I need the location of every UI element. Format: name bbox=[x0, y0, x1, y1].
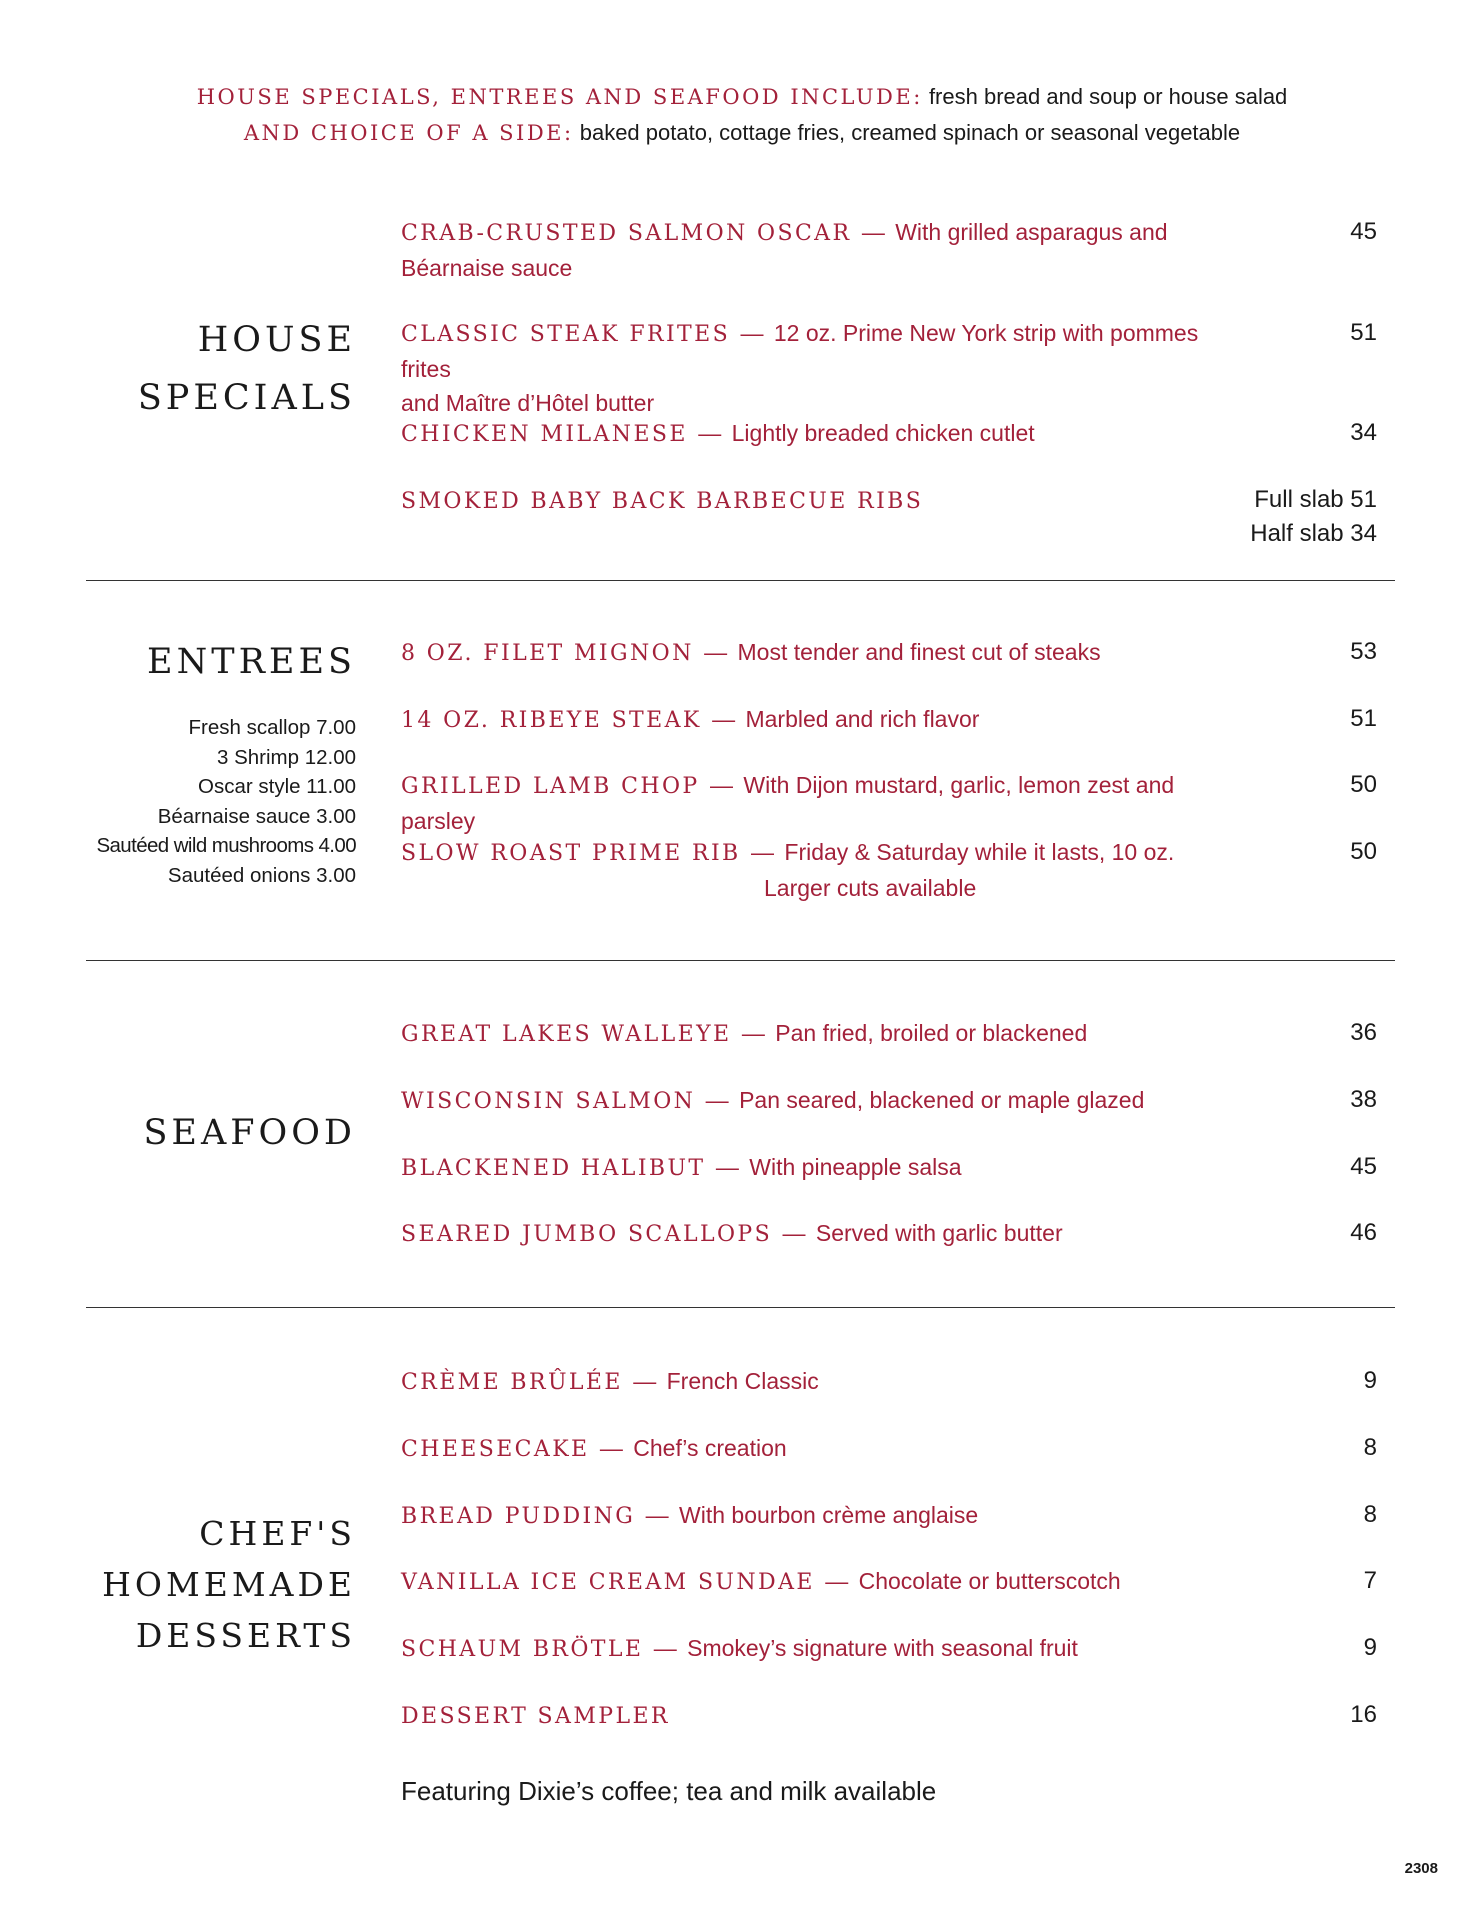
item-description-continued: and Maître d’Hôtel butter bbox=[401, 390, 655, 416]
intro-line-1 bbox=[0, 79, 1484, 115]
item-price: 8 bbox=[1363, 1434, 1377, 1461]
item-dash: — bbox=[715, 1154, 739, 1180]
item-price: 50 bbox=[1350, 771, 1377, 798]
item-name: GRILLED LAMB CHOP bbox=[401, 774, 700, 799]
item-price: 50 bbox=[1350, 838, 1377, 865]
item-name: BREAD PUDDING bbox=[401, 1504, 636, 1529]
item-dash: — bbox=[705, 1087, 729, 1113]
item-price: 53 bbox=[1350, 638, 1377, 665]
house-specials-title bbox=[138, 311, 356, 427]
menu-item bbox=[401, 1150, 1241, 1186]
item-name: DESSERT SAMPLER bbox=[401, 1704, 670, 1729]
item-name: BLACKENED HALIBUT bbox=[401, 1156, 706, 1181]
intro-line-2-rest: baked potato, cottage fries, creamed spinach or seasonal vegetable bbox=[579, 120, 1241, 145]
menu-item bbox=[401, 1698, 1241, 1734]
entrees-title bbox=[147, 633, 356, 691]
item-description-continued: Béarnaise sauce bbox=[401, 255, 573, 281]
intro-line-1-rest: fresh bread and soup or house salad bbox=[928, 84, 1288, 109]
item-name: VANILLA ICE CREAM SUNDAE bbox=[401, 1570, 815, 1595]
item-description: With Dijon mustard, garlic, lemon zest and parsley bbox=[401, 772, 1175, 834]
item-name: CHEESECAKE bbox=[401, 1437, 590, 1462]
menu-item bbox=[401, 1431, 1241, 1467]
item-description: Lightly breaded chicken cutlet bbox=[731, 420, 1035, 446]
item-dash: — bbox=[751, 839, 774, 865]
item-price: 9 bbox=[1363, 1367, 1377, 1394]
item-dash: — bbox=[704, 639, 728, 665]
item-price: 51 bbox=[1350, 705, 1377, 732]
item-dash: — bbox=[698, 420, 722, 446]
item-dash: — bbox=[633, 1368, 657, 1394]
item-dash: — bbox=[825, 1568, 849, 1594]
desserts-title-line-2: HOMEMADE bbox=[102, 1565, 356, 1604]
addon-item: Fresh scallop 7.00 bbox=[188, 716, 356, 739]
item-description: Most tender and finest cut of steaks bbox=[737, 639, 1101, 665]
item-price: 51 bbox=[1350, 319, 1377, 346]
item-description: With grilled asparagus and bbox=[895, 219, 1168, 245]
item-name: 8 OZ. FILET MIGNON bbox=[401, 641, 694, 666]
desserts-title-line-3: DESSERTS bbox=[135, 1616, 356, 1655]
addon-item: Sautéed onions 3.00 bbox=[167, 863, 356, 887]
section-divider bbox=[86, 1307, 1395, 1308]
addon-item: Oscar style 11.00 bbox=[198, 775, 356, 798]
item-description-continued: Larger cuts available bbox=[764, 875, 977, 901]
item-price-full-slab: Full slab 51 bbox=[1254, 486, 1377, 513]
menu-item bbox=[401, 835, 1241, 905]
item-price: 9 bbox=[1363, 1634, 1377, 1661]
menu-item bbox=[401, 1216, 1241, 1252]
item-description: Friday & Saturday while it lasts, 10 oz. bbox=[784, 839, 1175, 865]
menu-item bbox=[401, 1016, 1241, 1052]
item-description: Served with garlic butter bbox=[815, 1220, 1063, 1246]
menu-item bbox=[401, 1564, 1241, 1600]
desserts-title-line-1: CHEF'S bbox=[199, 1514, 356, 1553]
item-dash: — bbox=[861, 219, 885, 245]
item-dash: — bbox=[653, 1635, 677, 1661]
menu-item bbox=[401, 1083, 1241, 1119]
menu-item bbox=[401, 702, 1241, 738]
seafood-title bbox=[143, 1104, 356, 1162]
item-description: Chef’s creation bbox=[633, 1435, 787, 1461]
menu-item bbox=[401, 1631, 1241, 1667]
item-name: CRAB-CRUSTED SALMON OSCAR bbox=[401, 221, 852, 246]
beverage-note: Featuring Dixie’s coffee; tea and milk available bbox=[401, 1776, 937, 1806]
page-code: 2308 bbox=[1404, 1860, 1438, 1877]
item-name: CRÈME BRÛLÉE bbox=[401, 1370, 623, 1395]
menu-item bbox=[401, 1498, 1241, 1534]
addon-item: Béarnaise sauce 3.00 bbox=[157, 804, 356, 828]
item-price: 8 bbox=[1363, 1501, 1377, 1528]
intro bbox=[0, 79, 1484, 151]
menu-item bbox=[401, 416, 1241, 452]
item-description: Marbled and rich flavor bbox=[745, 706, 980, 732]
item-price: 7 bbox=[1363, 1567, 1377, 1594]
desserts-title bbox=[102, 1508, 356, 1661]
item-description: Chocolate or butterscotch bbox=[858, 1568, 1121, 1594]
item-name: CLASSIC STEAK FRITES bbox=[401, 322, 731, 347]
item-dash: — bbox=[709, 772, 733, 798]
house-specials-title-line-2: SPECIALS bbox=[137, 378, 356, 418]
item-price: 34 bbox=[1350, 419, 1377, 446]
item-name: SEARED JUMBO SCALLOPS bbox=[401, 1222, 773, 1247]
section-divider bbox=[86, 580, 1395, 581]
entree-addons bbox=[96, 713, 356, 890]
item-dash: — bbox=[599, 1435, 623, 1461]
item-name: SMOKED BABY BACK BARBECUE RIBS bbox=[401, 489, 924, 514]
item-price: 45 bbox=[1350, 1153, 1377, 1180]
item-dash: — bbox=[712, 706, 736, 732]
house-specials-title-line-1: HOUSE bbox=[197, 320, 356, 360]
menu-item bbox=[401, 635, 1241, 671]
item-name: SCHAUM BRÖTLE bbox=[401, 1637, 644, 1662]
item-name: GREAT LAKES WALLEYE bbox=[401, 1022, 732, 1047]
item-description: With bourbon crème anglaise bbox=[679, 1502, 979, 1528]
item-description: Pan fried, broiled or blackened bbox=[775, 1020, 1088, 1046]
item-price: 38 bbox=[1350, 1086, 1377, 1113]
item-dash: — bbox=[645, 1502, 669, 1528]
section-divider bbox=[86, 960, 1395, 961]
intro-line-1-lead: HOUSE SPECIALS, ENTREES AND SEAFOOD INCLUDE: bbox=[196, 85, 923, 109]
addon-item: 3 Shrimp 12.00 bbox=[216, 745, 356, 769]
item-name: 14 OZ. RIBEYE STEAK bbox=[401, 708, 702, 733]
item-price: 16 bbox=[1350, 1701, 1377, 1728]
item-price: 46 bbox=[1350, 1219, 1377, 1246]
item-name: WISCONSIN SALMON bbox=[401, 1089, 696, 1114]
item-name: SLOW ROAST PRIME RIB bbox=[401, 841, 741, 866]
item-dash: — bbox=[741, 1020, 765, 1046]
item-price-half-slab: Half slab 34 bbox=[1250, 520, 1377, 547]
item-description: Smokey’s signature with seasonal fruit bbox=[687, 1635, 1078, 1661]
menu-item bbox=[401, 768, 1241, 838]
item-price: 45 bbox=[1350, 218, 1377, 245]
item-description: 12 oz. Prime New York strip with pommes frites bbox=[401, 320, 1199, 382]
intro-line-2 bbox=[0, 115, 1484, 151]
item-price: 36 bbox=[1350, 1019, 1377, 1046]
item-description: Pan seared, blackened or maple glazed bbox=[739, 1087, 1145, 1113]
addon-item: Sautéed wild mushrooms 4.00 bbox=[96, 834, 356, 857]
item-dash: — bbox=[740, 320, 764, 346]
intro-line-2-lead: AND CHOICE OF A SIDE: bbox=[243, 121, 574, 145]
item-name: CHICKEN MILANESE bbox=[401, 422, 688, 447]
item-description: With pineapple salsa bbox=[749, 1154, 962, 1180]
menu-item bbox=[401, 316, 1241, 420]
menu-item bbox=[401, 483, 1241, 519]
menu-item bbox=[401, 1364, 1241, 1400]
seafood-title-text: SEAFOOD bbox=[143, 1113, 356, 1153]
menu-item bbox=[401, 215, 1241, 285]
entrees-title-text: ENTREES bbox=[147, 642, 356, 682]
item-dash: — bbox=[782, 1220, 806, 1246]
item-description: French Classic bbox=[666, 1368, 819, 1394]
